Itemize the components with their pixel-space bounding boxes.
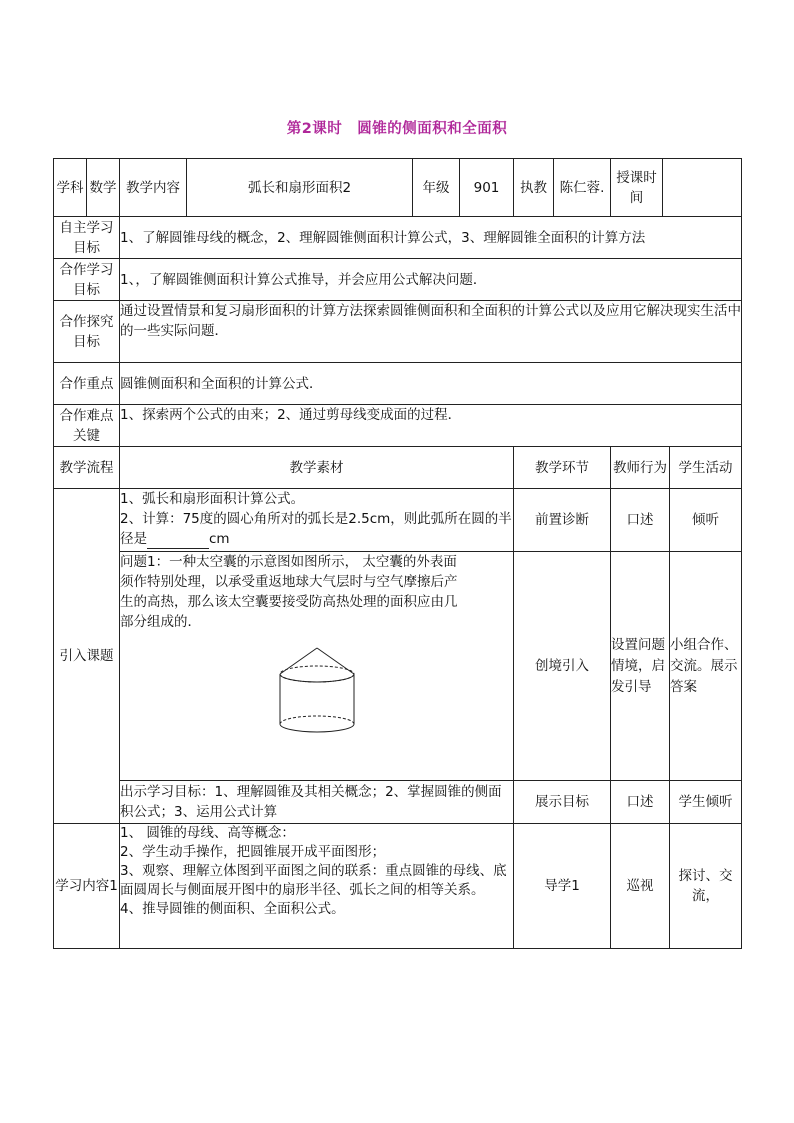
subject-value: 数学 <box>87 159 120 217</box>
section-intro-label: 引入课题 <box>54 489 120 824</box>
content-value: 弧长和扇形面积2 <box>187 159 413 217</box>
intro-teacher-2: 设置问题情境，启发引导 <box>611 552 670 781</box>
page-title: 第2课时 圆锥的侧面积和全面积 <box>286 121 508 137</box>
goal-text-explore: 通过设置情景和复习扇形面积的计算方法探索圆锥侧面积和全面积的计算公式以及应用它解决现实生活中的一些实际问题． <box>120 301 742 363</box>
goal-text-key: 圆锥侧面积和全面积的计算公式． <box>120 363 742 405</box>
content1-material <box>120 824 514 949</box>
space-capsule-figure <box>120 632 513 736</box>
goal-label-difficulty: 合作难点关键 <box>54 405 120 447</box>
content1-line-4: 4、推导圆锥的侧面积、全面积公式。 <box>120 901 345 917</box>
goal-text-difficulty: 1、探索两个公式的由来；2、通过剪母线变成面的过程． <box>120 405 742 447</box>
time-value <box>663 159 742 217</box>
content1-line-1: 1、 圆锥的母线、高等概念： <box>120 825 295 841</box>
content1-teacher: 巡视 <box>611 824 670 949</box>
content1-line-2: 2、学生动手操作，把圆锥展开成平面图形； <box>120 844 386 860</box>
goal-text-self: 1、了解圆锥母线的概念，2、理解圆锥侧面积计算公式，3、理解圆锥全面积的计算方法 <box>120 217 742 259</box>
content1-student: 探讨、交流， <box>670 824 742 949</box>
intro-teacher-1: 口述 <box>611 489 670 552</box>
intro-stage-1: 前置诊断 <box>514 489 611 552</box>
answer-blank <box>147 534 209 549</box>
goal-label-explore: 合作探究目标 <box>54 301 120 363</box>
lesson-plan-table <box>53 158 742 949</box>
material-header: 教学素材 <box>120 447 514 489</box>
grade-value: 901 <box>460 159 514 217</box>
content1-line-3: 3、观察、理解立体图到平面图之间的联系：重点圆锥的母线、底面圆周长与侧面展开图中的扇形半径、弧长之间的相等关系。 <box>120 863 507 898</box>
review-line-2: 2、计算：75度的圆心角所对的弧长是2.5cm，则此弧所在圆的半径是 cm <box>120 511 512 547</box>
grade-label: 年级 <box>413 159 460 217</box>
teacher-action-header: 教师行为 <box>611 447 670 489</box>
intro-stage-2: 创境引入 <box>514 552 611 781</box>
intro-student-1: 倾听 <box>670 489 742 552</box>
goal-text-coop: 1、，了解圆锥侧面积计算公式推导，并会应用公式解决问题． <box>120 259 742 301</box>
intro-stage-3: 展示目标 <box>514 781 611 824</box>
flow-header: 教学流程 <box>54 447 120 489</box>
cone-cylinder-figure <box>277 646 357 736</box>
intro-student-2: 小组合作、交流。展示答案 <box>670 552 742 781</box>
review-line-1: 1、弧长和扇形面积计算公式。 <box>120 491 305 507</box>
student-activity-header: 学生活动 <box>670 447 742 489</box>
goal-label-key: 合作重点 <box>54 363 120 405</box>
time-label: 授课时间 <box>611 159 663 217</box>
goal-label-coop: 合作学习目标 <box>54 259 120 301</box>
intro-material-goals: 出示学习目标：1、理解圆锥及其相关概念；2、掌握圆锥的侧面积公式；3、运用公式计算 <box>120 781 514 824</box>
teacher-value: 陈仁蓉. <box>554 159 611 217</box>
problem-text: 问题1：一种太空囊的示意图如图所示， 太空囊的外表面须作特别处理，以承受重返地球大气层时与空气摩擦后产生的高热，那么该太空囊要接受防高热处理的面积应由几部分组成的． <box>120 554 458 630</box>
teacher-label: 执教 <box>514 159 554 217</box>
subject-label: 学科 <box>54 159 87 217</box>
intro-material-review <box>120 489 514 552</box>
intro-student-3: 学生倾听 <box>670 781 742 824</box>
goal-label-self: 自主学习目标 <box>54 217 120 259</box>
stage-header: 教学环节 <box>514 447 611 489</box>
content-label: 教学内容 <box>120 159 187 217</box>
intro-material-problem <box>120 552 514 781</box>
intro-teacher-3: 口述 <box>611 781 670 824</box>
content1-stage: 导学1 <box>514 824 611 949</box>
section-content1-label: 学习内容1 <box>54 824 120 949</box>
